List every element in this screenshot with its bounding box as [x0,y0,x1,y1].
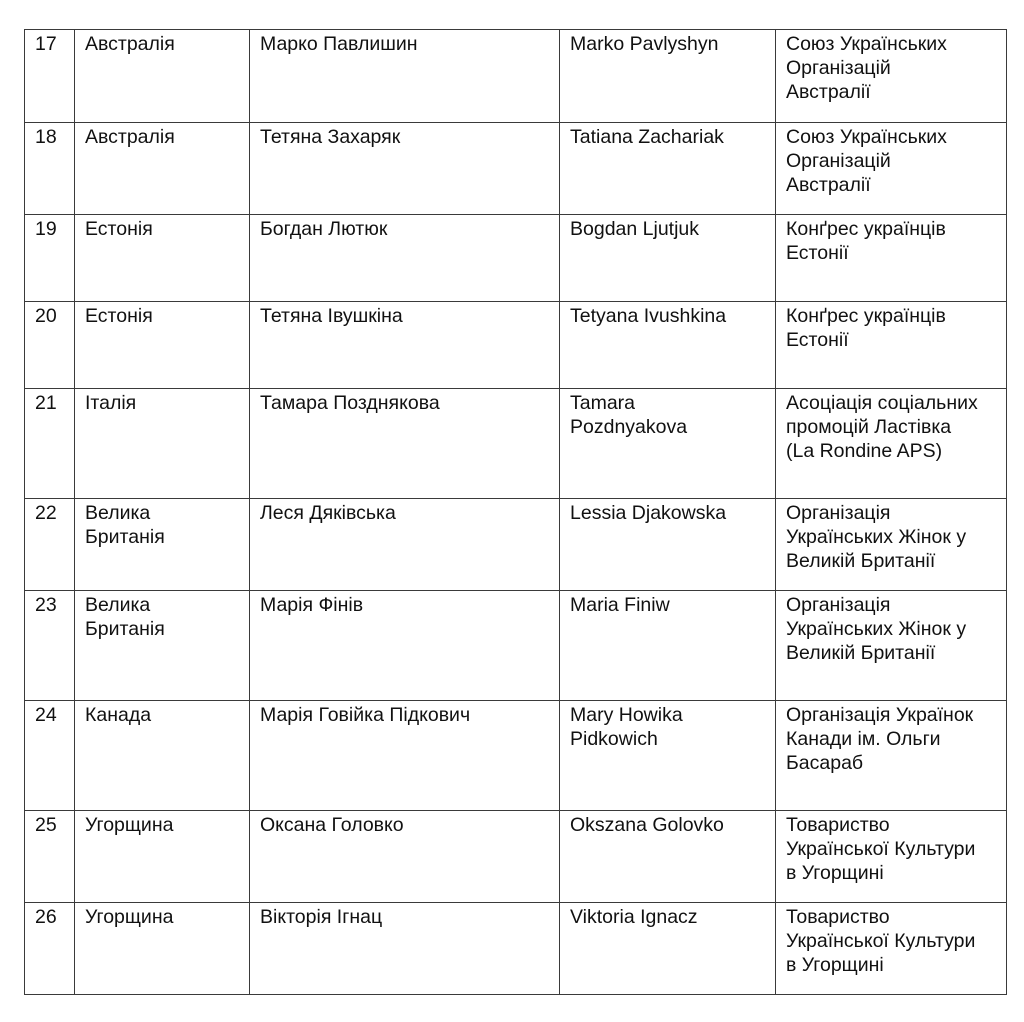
organization-cell: Товариство Української Культури в Угорщині [776,811,1007,903]
row-number: 25 [25,811,75,903]
name-ukrainian-cell: Марія Фінів [250,591,560,701]
organization-cell: Товариство Української Культури в Угорщині [776,903,1007,995]
country-cell: Велика Британія [75,499,250,591]
country-cell: Австралія [75,123,250,215]
row-number: 23 [25,591,75,701]
table-row [25,123,1007,215]
name-latin-cell: Bogdan Ljutjuk [560,215,776,302]
country-cell: Естонія [75,302,250,389]
name-ukrainian-cell: Тетяна Івушкіна [250,302,560,389]
row-number: 24 [25,701,75,811]
table-row [25,302,1007,389]
name-latin-cell: Marko Pavlyshyn [560,30,776,123]
organization-cell: Організація Українських Жінок у Великій Британії [776,499,1007,591]
country-cell: Канада [75,701,250,811]
organization-cell: Конґрес українців Естонії [776,215,1007,302]
country-cell: Велика Британія [75,591,250,701]
row-number: 21 [25,389,75,499]
name-ukrainian-cell: Богдан Лютюк [250,215,560,302]
table-row [25,499,1007,591]
table-row [25,591,1007,701]
country-cell: Австралія [75,30,250,123]
name-ukrainian-cell: Оксана Головко [250,811,560,903]
name-latin-cell: Okszana Golovko [560,811,776,903]
organization-cell: Конґрес українців Естонії [776,302,1007,389]
country-cell: Естонія [75,215,250,302]
table-row [25,30,1007,123]
name-ukrainian-cell: Марко Павлишин [250,30,560,123]
name-latin-cell: Tetyana Ivushkina [560,302,776,389]
name-latin-cell: Mary Howika Pidkowich [560,701,776,811]
table-row [25,389,1007,499]
name-ukrainian-cell: Вікторія Ігнац [250,903,560,995]
name-latin-cell: Tatiana Zachariak [560,123,776,215]
organization-cell: Союз Українських Організацій Австралії [776,30,1007,123]
table-row [25,811,1007,903]
country-cell: Італія [75,389,250,499]
name-ukrainian-cell: Тетяна Захаряк [250,123,560,215]
participants-table [24,29,1007,995]
row-number: 20 [25,302,75,389]
organization-cell: Організація Українок Канади ім. Ольги Басараб [776,701,1007,811]
name-ukrainian-cell: Тамара Позднякова [250,389,560,499]
name-ukrainian-cell: Леся Дяківська [250,499,560,591]
organization-cell: Союз Українських Організацій Австралії [776,123,1007,215]
name-latin-cell: Viktoria Ignacz [560,903,776,995]
name-latin-cell: Tamara Pozdnyakova [560,389,776,499]
name-latin-cell: Lessia Djakowska [560,499,776,591]
table-row [25,701,1007,811]
organization-cell: Асоціація соціальних промоцій Ластівка (La Rondine APS) [776,389,1007,499]
row-number: 22 [25,499,75,591]
name-ukrainian-cell: Марія Говійка Підкович [250,701,560,811]
country-cell: Угорщина [75,903,250,995]
organization-cell: Організація Українських Жінок у Великій Британії [776,591,1007,701]
row-number: 26 [25,903,75,995]
row-number: 17 [25,30,75,123]
name-latin-cell: Maria Finiw [560,591,776,701]
country-cell: Угорщина [75,811,250,903]
row-number: 19 [25,215,75,302]
table-row [25,903,1007,995]
table-row [25,215,1007,302]
row-number: 18 [25,123,75,215]
